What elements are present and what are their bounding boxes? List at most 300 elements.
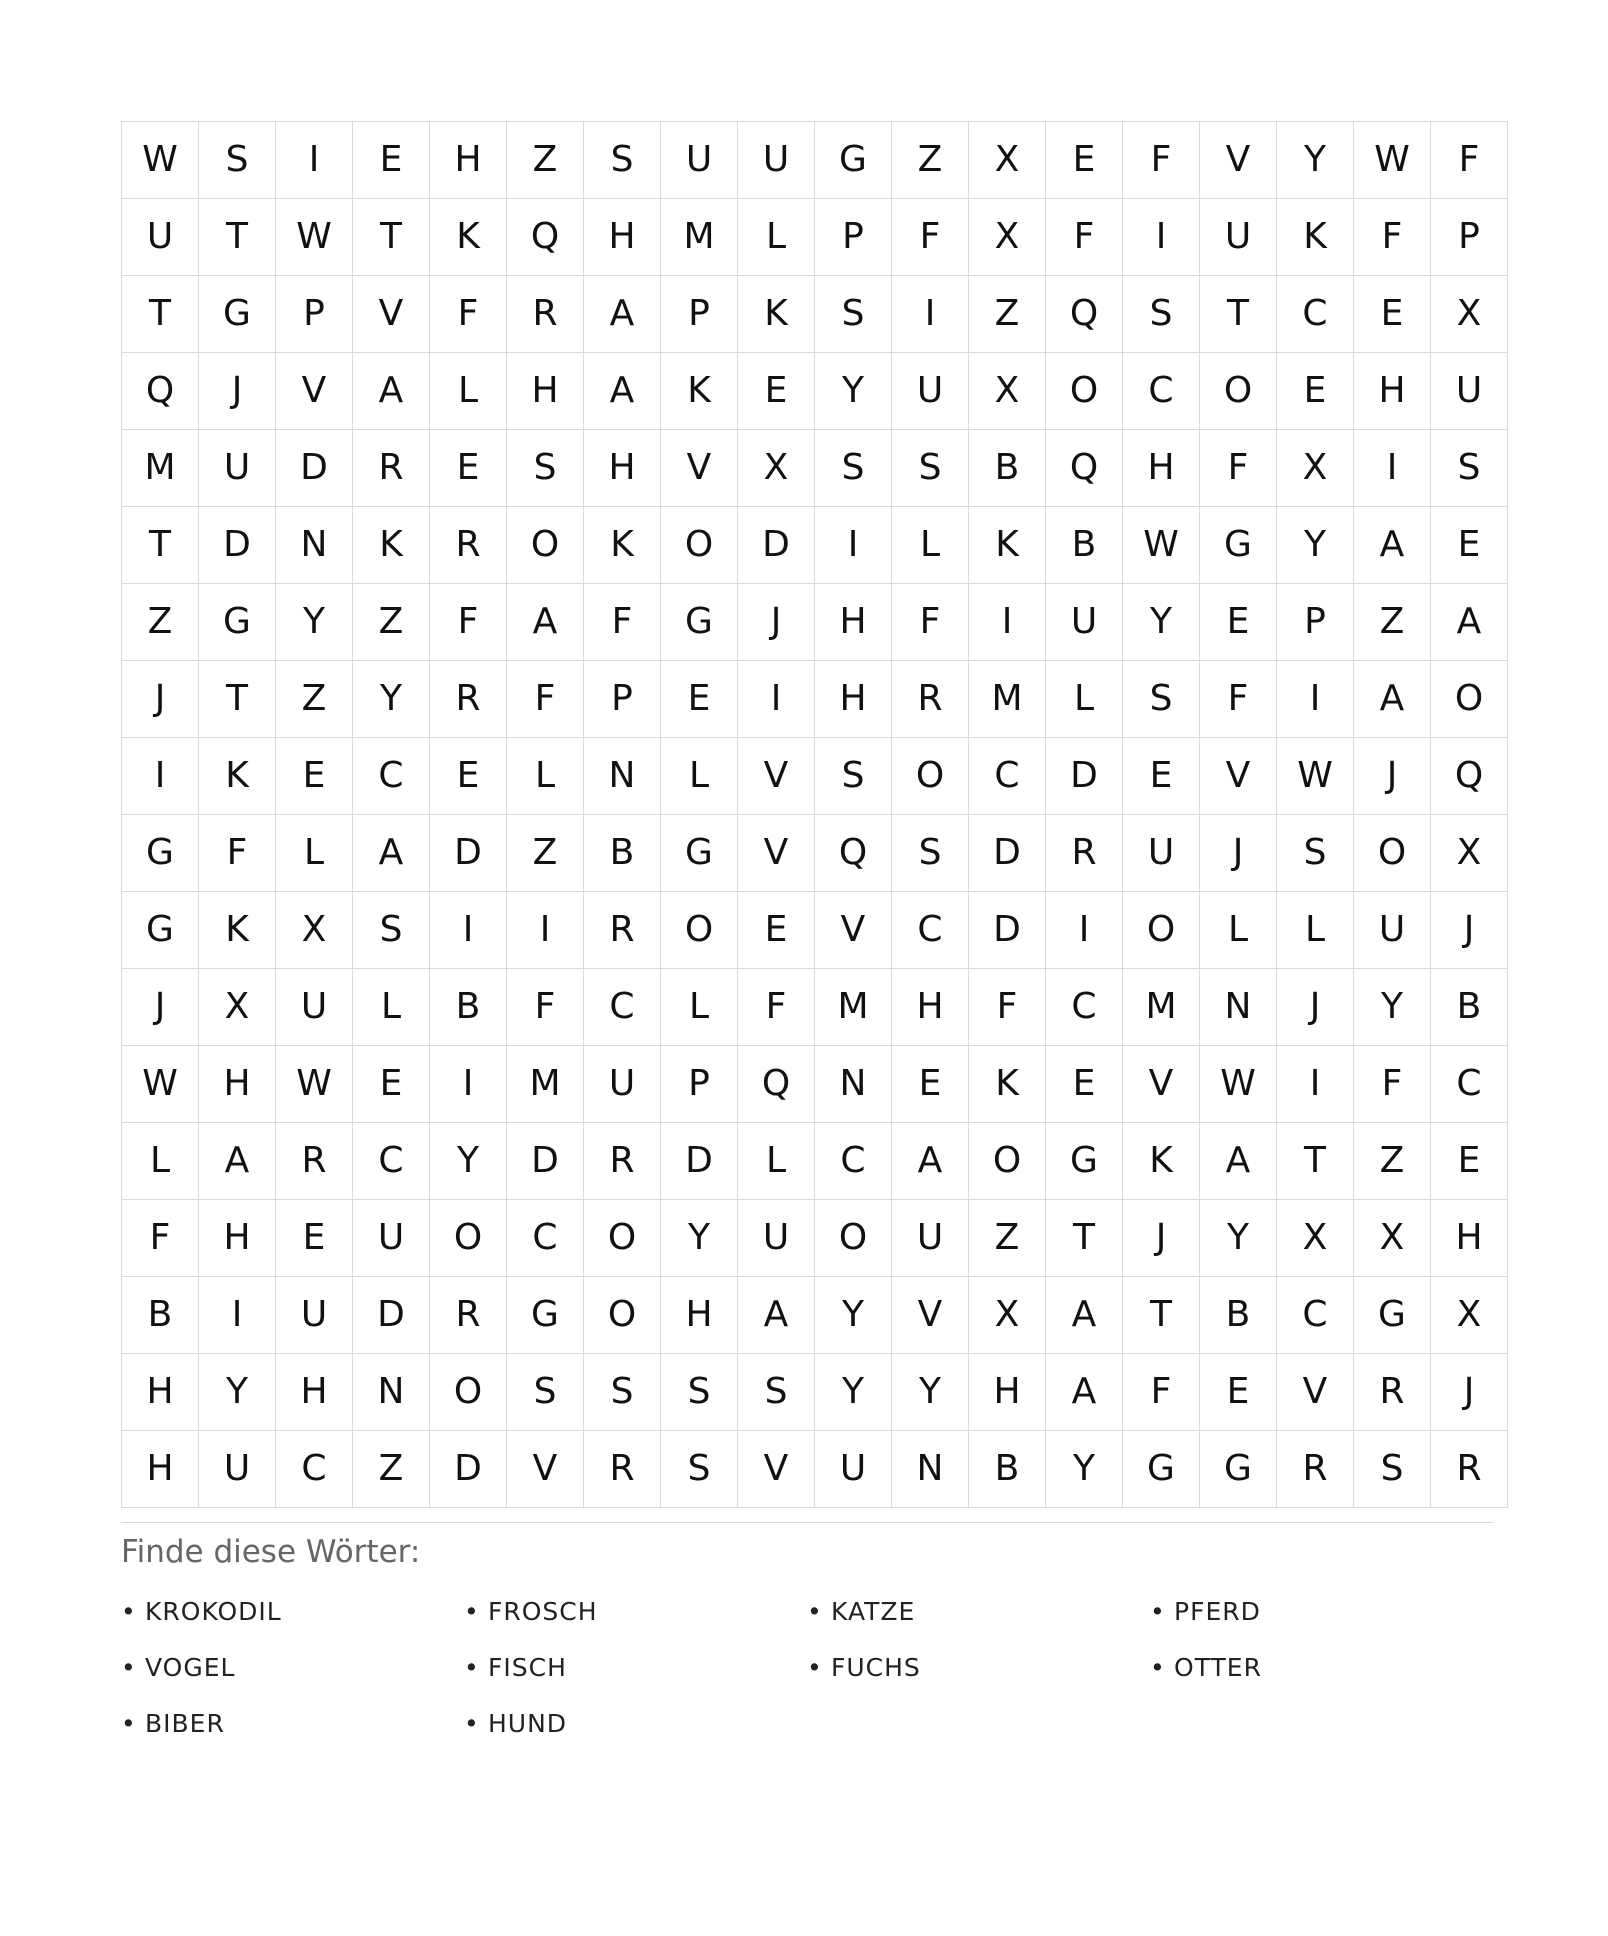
grid-cell[interactable]: Q: [122, 353, 199, 430]
grid-cell[interactable]: M: [122, 430, 199, 507]
grid-cell[interactable]: V: [1200, 122, 1277, 199]
grid-cell[interactable]: L: [122, 1123, 199, 1200]
grid-cell[interactable]: Z: [892, 122, 969, 199]
grid-cell[interactable]: I: [507, 892, 584, 969]
grid-cell[interactable]: G: [1200, 507, 1277, 584]
grid-cell[interactable]: Y: [199, 1354, 276, 1431]
grid-cell[interactable]: U: [1200, 199, 1277, 276]
grid-cell[interactable]: F: [892, 584, 969, 661]
grid-cell[interactable]: H: [584, 430, 661, 507]
grid-cell[interactable]: E: [430, 430, 507, 507]
grid-cell[interactable]: O: [1431, 661, 1508, 738]
grid-cell[interactable]: U: [199, 430, 276, 507]
grid-cell[interactable]: M: [815, 969, 892, 1046]
grid-cell[interactable]: S: [1123, 276, 1200, 353]
grid-cell[interactable]: L: [738, 199, 815, 276]
grid-cell[interactable]: X: [969, 1277, 1046, 1354]
grid-cell[interactable]: Q: [1046, 276, 1123, 353]
grid-cell[interactable]: D: [507, 1123, 584, 1200]
grid-cell[interactable]: F: [1123, 122, 1200, 199]
grid-cell[interactable]: C: [1277, 1277, 1354, 1354]
grid-cell[interactable]: U: [584, 1046, 661, 1123]
grid-cell[interactable]: X: [969, 199, 1046, 276]
grid-cell[interactable]: F: [969, 969, 1046, 1046]
grid-cell[interactable]: J: [1123, 1200, 1200, 1277]
grid-cell[interactable]: M: [1123, 969, 1200, 1046]
grid-cell[interactable]: E: [738, 353, 815, 430]
grid-cell[interactable]: G: [661, 584, 738, 661]
grid-cell[interactable]: T: [199, 661, 276, 738]
grid-cell[interactable]: B: [122, 1277, 199, 1354]
grid-cell[interactable]: Q: [1046, 430, 1123, 507]
grid-cell[interactable]: G: [122, 815, 199, 892]
grid-cell[interactable]: X: [1431, 276, 1508, 353]
grid-cell[interactable]: D: [969, 892, 1046, 969]
grid-cell[interactable]: C: [1123, 353, 1200, 430]
grid-cell[interactable]: E: [353, 122, 430, 199]
grid-cell[interactable]: F: [1200, 661, 1277, 738]
grid-cell[interactable]: D: [353, 1277, 430, 1354]
grid-cell[interactable]: F: [738, 969, 815, 1046]
grid-cell[interactable]: J: [738, 584, 815, 661]
grid-cell[interactable]: U: [276, 1277, 353, 1354]
grid-cell[interactable]: Y: [815, 353, 892, 430]
grid-cell[interactable]: Z: [1354, 584, 1431, 661]
grid-cell[interactable]: U: [738, 1200, 815, 1277]
grid-cell[interactable]: D: [1046, 738, 1123, 815]
grid-cell[interactable]: S: [507, 430, 584, 507]
grid-cell[interactable]: Y: [276, 584, 353, 661]
grid-cell[interactable]: W: [122, 1046, 199, 1123]
grid-cell[interactable]: B: [584, 815, 661, 892]
grid-cell[interactable]: N: [584, 738, 661, 815]
grid-cell[interactable]: F: [1200, 430, 1277, 507]
grid-cell[interactable]: Y: [815, 1354, 892, 1431]
grid-cell[interactable]: O: [430, 1354, 507, 1431]
grid-cell[interactable]: I: [892, 276, 969, 353]
grid-cell[interactable]: D: [276, 430, 353, 507]
grid-cell[interactable]: W: [276, 1046, 353, 1123]
grid-cell[interactable]: A: [1354, 507, 1431, 584]
grid-cell[interactable]: F: [1354, 1046, 1431, 1123]
grid-cell[interactable]: T: [122, 507, 199, 584]
grid-cell[interactable]: K: [969, 507, 1046, 584]
grid-cell[interactable]: A: [1200, 1123, 1277, 1200]
grid-cell[interactable]: D: [738, 507, 815, 584]
grid-cell[interactable]: K: [199, 892, 276, 969]
grid-cell[interactable]: L: [507, 738, 584, 815]
grid-cell[interactable]: Z: [122, 584, 199, 661]
grid-cell[interactable]: U: [1046, 584, 1123, 661]
grid-cell[interactable]: W: [276, 199, 353, 276]
grid-cell[interactable]: D: [430, 815, 507, 892]
grid-cell[interactable]: E: [353, 1046, 430, 1123]
grid-cell[interactable]: F: [584, 584, 661, 661]
grid-cell[interactable]: R: [1046, 815, 1123, 892]
grid-cell[interactable]: B: [1046, 507, 1123, 584]
grid-cell[interactable]: X: [969, 122, 1046, 199]
grid-cell[interactable]: W: [1277, 738, 1354, 815]
grid-cell[interactable]: Z: [353, 584, 430, 661]
grid-cell[interactable]: O: [507, 507, 584, 584]
grid-cell[interactable]: N: [276, 507, 353, 584]
grid-cell[interactable]: F: [1354, 199, 1431, 276]
grid-cell[interactable]: U: [738, 122, 815, 199]
grid-cell[interactable]: Y: [1200, 1200, 1277, 1277]
grid-cell[interactable]: S: [815, 276, 892, 353]
grid-cell[interactable]: Z: [507, 122, 584, 199]
grid-cell[interactable]: P: [661, 276, 738, 353]
grid-cell[interactable]: H: [1431, 1200, 1508, 1277]
grid-cell[interactable]: Z: [969, 1200, 1046, 1277]
grid-cell[interactable]: U: [1354, 892, 1431, 969]
grid-cell[interactable]: X: [1277, 1200, 1354, 1277]
grid-cell[interactable]: O: [815, 1200, 892, 1277]
grid-cell[interactable]: U: [122, 199, 199, 276]
grid-cell[interactable]: J: [1431, 892, 1508, 969]
grid-cell[interactable]: V: [1123, 1046, 1200, 1123]
grid-cell[interactable]: U: [1431, 353, 1508, 430]
grid-cell[interactable]: G: [122, 892, 199, 969]
grid-cell[interactable]: C: [507, 1200, 584, 1277]
grid-cell[interactable]: D: [661, 1123, 738, 1200]
grid-cell[interactable]: Q: [815, 815, 892, 892]
grid-cell[interactable]: M: [661, 199, 738, 276]
grid-cell[interactable]: S: [584, 1354, 661, 1431]
grid-cell[interactable]: R: [1354, 1354, 1431, 1431]
grid-cell[interactable]: T: [1277, 1123, 1354, 1200]
grid-cell[interactable]: F: [1123, 1354, 1200, 1431]
grid-cell[interactable]: N: [892, 1431, 969, 1508]
grid-cell[interactable]: A: [584, 276, 661, 353]
grid-cell[interactable]: L: [1200, 892, 1277, 969]
grid-cell[interactable]: N: [815, 1046, 892, 1123]
grid-cell[interactable]: E: [1046, 1046, 1123, 1123]
grid-cell[interactable]: H: [661, 1277, 738, 1354]
grid-cell[interactable]: E: [1200, 1354, 1277, 1431]
grid-cell[interactable]: I: [1277, 661, 1354, 738]
grid-cell[interactable]: J: [1277, 969, 1354, 1046]
grid-cell[interactable]: E: [1046, 122, 1123, 199]
grid-cell[interactable]: X: [199, 969, 276, 1046]
grid-cell[interactable]: T: [122, 276, 199, 353]
grid-cell[interactable]: C: [1046, 969, 1123, 1046]
grid-cell[interactable]: R: [276, 1123, 353, 1200]
grid-cell[interactable]: B: [969, 1431, 1046, 1508]
grid-cell[interactable]: H: [199, 1200, 276, 1277]
grid-cell[interactable]: Z: [1354, 1123, 1431, 1200]
grid-cell[interactable]: J: [199, 353, 276, 430]
grid-cell[interactable]: I: [430, 1046, 507, 1123]
grid-cell[interactable]: Q: [738, 1046, 815, 1123]
grid-cell[interactable]: R: [584, 892, 661, 969]
grid-cell[interactable]: T: [1123, 1277, 1200, 1354]
grid-cell[interactable]: C: [276, 1431, 353, 1508]
grid-cell[interactable]: S: [661, 1431, 738, 1508]
grid-cell[interactable]: K: [1123, 1123, 1200, 1200]
grid-cell[interactable]: Y: [1354, 969, 1431, 1046]
grid-cell[interactable]: B: [1200, 1277, 1277, 1354]
grid-cell[interactable]: Q: [1431, 738, 1508, 815]
grid-cell[interactable]: I: [1123, 199, 1200, 276]
grid-cell[interactable]: O: [584, 1277, 661, 1354]
grid-cell[interactable]: E: [1431, 507, 1508, 584]
grid-cell[interactable]: A: [1046, 1277, 1123, 1354]
grid-cell[interactable]: A: [353, 353, 430, 430]
grid-cell[interactable]: R: [430, 661, 507, 738]
grid-cell[interactable]: G: [1046, 1123, 1123, 1200]
grid-cell[interactable]: X: [969, 353, 1046, 430]
grid-cell[interactable]: D: [969, 815, 1046, 892]
grid-cell[interactable]: O: [661, 507, 738, 584]
grid-cell[interactable]: A: [1354, 661, 1431, 738]
grid-cell[interactable]: G: [199, 584, 276, 661]
grid-cell[interactable]: D: [199, 507, 276, 584]
grid-cell[interactable]: I: [276, 122, 353, 199]
grid-cell[interactable]: R: [1277, 1431, 1354, 1508]
grid-cell[interactable]: Y: [1123, 584, 1200, 661]
grid-cell[interactable]: F: [1431, 122, 1508, 199]
grid-cell[interactable]: H: [1354, 353, 1431, 430]
grid-cell[interactable]: X: [738, 430, 815, 507]
grid-cell[interactable]: L: [353, 969, 430, 1046]
grid-cell[interactable]: H: [507, 353, 584, 430]
grid-cell[interactable]: I: [738, 661, 815, 738]
grid-cell[interactable]: K: [738, 276, 815, 353]
grid-cell[interactable]: O: [892, 738, 969, 815]
grid-cell[interactable]: A: [1046, 1354, 1123, 1431]
grid-cell[interactable]: O: [661, 892, 738, 969]
grid-cell[interactable]: E: [738, 892, 815, 969]
grid-cell[interactable]: F: [430, 276, 507, 353]
grid-cell[interactable]: H: [969, 1354, 1046, 1431]
grid-cell[interactable]: M: [969, 661, 1046, 738]
grid-cell[interactable]: M: [507, 1046, 584, 1123]
grid-cell[interactable]: E: [1277, 353, 1354, 430]
grid-cell[interactable]: O: [1354, 815, 1431, 892]
grid-cell[interactable]: B: [430, 969, 507, 1046]
grid-cell[interactable]: I: [122, 738, 199, 815]
grid-cell[interactable]: I: [1354, 430, 1431, 507]
grid-cell[interactable]: Y: [661, 1200, 738, 1277]
grid-cell[interactable]: V: [1200, 738, 1277, 815]
grid-cell[interactable]: H: [122, 1431, 199, 1508]
grid-cell[interactable]: R: [584, 1431, 661, 1508]
grid-cell[interactable]: S: [1354, 1431, 1431, 1508]
grid-cell[interactable]: W: [1123, 507, 1200, 584]
grid-cell[interactable]: F: [122, 1200, 199, 1277]
grid-cell[interactable]: T: [199, 199, 276, 276]
grid-cell[interactable]: P: [1431, 199, 1508, 276]
grid-cell[interactable]: V: [353, 276, 430, 353]
grid-cell[interactable]: Y: [1277, 507, 1354, 584]
grid-cell[interactable]: R: [507, 276, 584, 353]
grid-cell[interactable]: R: [892, 661, 969, 738]
grid-cell[interactable]: E: [1354, 276, 1431, 353]
grid-cell[interactable]: K: [430, 199, 507, 276]
grid-cell[interactable]: R: [430, 1277, 507, 1354]
grid-cell[interactable]: B: [969, 430, 1046, 507]
grid-cell[interactable]: F: [430, 584, 507, 661]
grid-cell[interactable]: I: [969, 584, 1046, 661]
grid-cell[interactable]: D: [430, 1431, 507, 1508]
grid-cell[interactable]: Y: [1046, 1431, 1123, 1508]
grid-cell[interactable]: H: [815, 661, 892, 738]
grid-cell[interactable]: I: [1277, 1046, 1354, 1123]
grid-cell[interactable]: V: [738, 1431, 815, 1508]
grid-cell[interactable]: G: [661, 815, 738, 892]
grid-cell[interactable]: H: [430, 122, 507, 199]
grid-cell[interactable]: U: [1123, 815, 1200, 892]
grid-cell[interactable]: U: [276, 969, 353, 1046]
grid-cell[interactable]: K: [969, 1046, 1046, 1123]
grid-cell[interactable]: I: [815, 507, 892, 584]
grid-cell[interactable]: X: [1354, 1200, 1431, 1277]
grid-cell[interactable]: X: [1431, 815, 1508, 892]
grid-cell[interactable]: Y: [353, 661, 430, 738]
grid-cell[interactable]: H: [1123, 430, 1200, 507]
grid-cell[interactable]: L: [1277, 892, 1354, 969]
grid-cell[interactable]: V: [276, 353, 353, 430]
grid-cell[interactable]: R: [430, 507, 507, 584]
grid-cell[interactable]: P: [661, 1046, 738, 1123]
grid-cell[interactable]: V: [1277, 1354, 1354, 1431]
grid-cell[interactable]: A: [584, 353, 661, 430]
grid-cell[interactable]: O: [969, 1123, 1046, 1200]
grid-cell[interactable]: O: [430, 1200, 507, 1277]
grid-cell[interactable]: C: [1431, 1046, 1508, 1123]
grid-cell[interactable]: F: [199, 815, 276, 892]
grid-cell[interactable]: Z: [353, 1431, 430, 1508]
grid-cell[interactable]: C: [584, 969, 661, 1046]
grid-cell[interactable]: A: [738, 1277, 815, 1354]
grid-cell[interactable]: W: [122, 122, 199, 199]
grid-cell[interactable]: W: [1354, 122, 1431, 199]
grid-cell[interactable]: S: [353, 892, 430, 969]
grid-cell[interactable]: V: [892, 1277, 969, 1354]
grid-cell[interactable]: V: [738, 738, 815, 815]
grid-cell[interactable]: C: [892, 892, 969, 969]
grid-cell[interactable]: K: [661, 353, 738, 430]
grid-cell[interactable]: J: [1431, 1354, 1508, 1431]
grid-cell[interactable]: Y: [430, 1123, 507, 1200]
grid-cell[interactable]: Z: [969, 276, 1046, 353]
grid-cell[interactable]: P: [815, 199, 892, 276]
grid-cell[interactable]: P: [584, 661, 661, 738]
grid-cell[interactable]: U: [892, 1200, 969, 1277]
grid-cell[interactable]: P: [1277, 584, 1354, 661]
grid-cell[interactable]: L: [661, 969, 738, 1046]
grid-cell[interactable]: K: [1277, 199, 1354, 276]
grid-cell[interactable]: B: [1431, 969, 1508, 1046]
grid-cell[interactable]: O: [1046, 353, 1123, 430]
grid-cell[interactable]: S: [815, 430, 892, 507]
grid-cell[interactable]: Z: [276, 661, 353, 738]
grid-cell[interactable]: U: [199, 1431, 276, 1508]
grid-cell[interactable]: C: [1277, 276, 1354, 353]
grid-cell[interactable]: C: [969, 738, 1046, 815]
grid-cell[interactable]: O: [1200, 353, 1277, 430]
grid-cell[interactable]: A: [199, 1123, 276, 1200]
grid-cell[interactable]: S: [892, 430, 969, 507]
grid-cell[interactable]: C: [353, 1123, 430, 1200]
grid-cell[interactable]: U: [353, 1200, 430, 1277]
grid-cell[interactable]: U: [661, 122, 738, 199]
grid-cell[interactable]: R: [584, 1123, 661, 1200]
grid-cell[interactable]: F: [507, 661, 584, 738]
grid-cell[interactable]: K: [199, 738, 276, 815]
grid-cell[interactable]: L: [738, 1123, 815, 1200]
grid-cell[interactable]: F: [507, 969, 584, 1046]
grid-cell[interactable]: J: [1354, 738, 1431, 815]
grid-cell[interactable]: X: [276, 892, 353, 969]
grid-cell[interactable]: G: [815, 122, 892, 199]
grid-cell[interactable]: V: [815, 892, 892, 969]
grid-cell[interactable]: A: [353, 815, 430, 892]
grid-cell[interactable]: V: [661, 430, 738, 507]
grid-cell[interactable]: Z: [507, 815, 584, 892]
grid-cell[interactable]: Q: [507, 199, 584, 276]
grid-cell[interactable]: K: [584, 507, 661, 584]
grid-cell[interactable]: G: [1123, 1431, 1200, 1508]
grid-cell[interactable]: J: [122, 661, 199, 738]
grid-cell[interactable]: C: [815, 1123, 892, 1200]
grid-cell[interactable]: P: [276, 276, 353, 353]
grid-cell[interactable]: W: [1200, 1046, 1277, 1123]
grid-cell[interactable]: S: [507, 1354, 584, 1431]
grid-cell[interactable]: H: [199, 1046, 276, 1123]
grid-cell[interactable]: A: [892, 1123, 969, 1200]
grid-cell[interactable]: Y: [892, 1354, 969, 1431]
grid-cell[interactable]: U: [815, 1431, 892, 1508]
grid-cell[interactable]: E: [1431, 1123, 1508, 1200]
grid-cell[interactable]: G: [1200, 1431, 1277, 1508]
grid-cell[interactable]: E: [276, 738, 353, 815]
grid-cell[interactable]: F: [1046, 199, 1123, 276]
grid-cell[interactable]: E: [276, 1200, 353, 1277]
grid-cell[interactable]: E: [892, 1046, 969, 1123]
grid-cell[interactable]: H: [584, 199, 661, 276]
grid-cell[interactable]: F: [892, 199, 969, 276]
grid-cell[interactable]: E: [661, 661, 738, 738]
grid-cell[interactable]: U: [892, 353, 969, 430]
grid-cell[interactable]: O: [584, 1200, 661, 1277]
grid-cell[interactable]: S: [815, 738, 892, 815]
grid-cell[interactable]: L: [430, 353, 507, 430]
grid-cell[interactable]: S: [199, 122, 276, 199]
grid-cell[interactable]: Y: [815, 1277, 892, 1354]
grid-cell[interactable]: N: [353, 1354, 430, 1431]
grid-cell[interactable]: S: [1431, 430, 1508, 507]
grid-cell[interactable]: X: [1277, 430, 1354, 507]
grid-cell[interactable]: S: [738, 1354, 815, 1431]
grid-cell[interactable]: I: [199, 1277, 276, 1354]
grid-cell[interactable]: L: [661, 738, 738, 815]
grid-cell[interactable]: N: [1200, 969, 1277, 1046]
grid-cell[interactable]: S: [661, 1354, 738, 1431]
grid-cell[interactable]: T: [353, 199, 430, 276]
grid-cell[interactable]: L: [276, 815, 353, 892]
grid-cell[interactable]: S: [1123, 661, 1200, 738]
grid-cell[interactable]: R: [353, 430, 430, 507]
grid-cell[interactable]: C: [353, 738, 430, 815]
grid-cell[interactable]: J: [122, 969, 199, 1046]
grid-cell[interactable]: A: [507, 584, 584, 661]
grid-cell[interactable]: I: [1046, 892, 1123, 969]
grid-cell[interactable]: H: [276, 1354, 353, 1431]
grid-cell[interactable]: L: [1046, 661, 1123, 738]
grid-cell[interactable]: H: [892, 969, 969, 1046]
